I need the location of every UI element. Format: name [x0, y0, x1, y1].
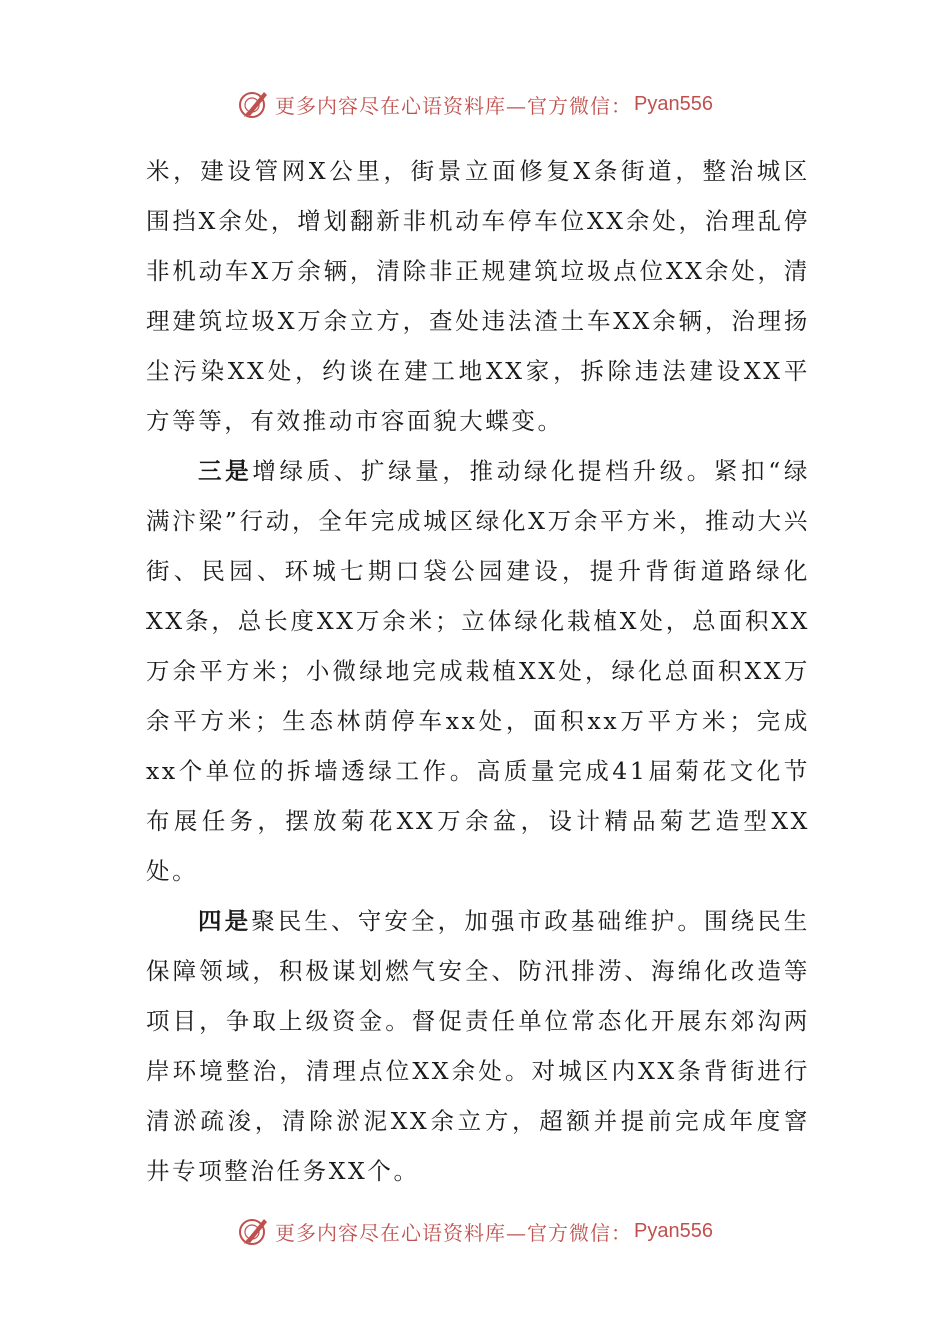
paragraph-3	[146, 896, 810, 1196]
quill-logo-icon	[237, 87, 271, 121]
watermark-text: 更多内容尽在心语资料库—官方微信：	[275, 1220, 633, 1245]
paragraph-1	[146, 146, 810, 446]
paragraph-2-lead: 三是	[198, 457, 253, 485]
paragraph-2-text: 增绿质、扩绿量，推动绿化提档升级。紧扣“绿满汴梁”行动，全年完成城区绿化X万余平方米，推动大兴街、民园、环城七期口袋公园建设，提升背街道路绿化XX条，总长度XX万余米；立体绿化栽植X处，总面积XX万余平方米；小微绿地完成栽植XX处，绿化总面积XX万余平方米；生态林荫停车xx处，面积xx万平方米；完成xx个单位的拆墙透绿工作。高质量完成41届菊花文化节布展任务，摆放菊花XX万余盆，设计精品菊艺造型XX处。	[146, 457, 810, 885]
watermark-text: 更多内容尽在心语资料库—官方微信：	[275, 93, 633, 118]
quill-logo-icon	[237, 1214, 271, 1248]
header-watermark	[0, 84, 950, 124]
paragraph-3-lead: 四是	[198, 907, 252, 935]
document-body	[146, 146, 810, 1196]
watermark-wechat-id: Pyan556	[634, 1219, 713, 1242]
paragraph-1-text: 米，建设管网X公里，街景立面修复X条街道，整治城区围挡X余处，增划翻新非机动车停车位XX余处，治理乱停非机动车X万余辆，清除非正规建筑垃圾点位XX余处，清理建筑垃圾X万余立方，查处违法渣土车XX余辆，治理扬尘污染XX处，约谈在建工地XX家，拆除违法建设XX平方等等，有效推动市容面貌大蝶变。	[146, 157, 810, 435]
paragraph-3-text: 聚民生、守安全，加强市政基础维护。围绕民生保障领域，积极谋划燃气安全、防汛排涝、海绵化改造等项目，争取上级资金。督促责任单位常态化开展东郊沟两岸环境整治，清理点位XX余处。对城区内XX条背街进行清淤疏浚，清除淤泥XX余立方，超额并提前完成年度窨井专项整治任务XX个。	[146, 907, 810, 1185]
paragraph-2	[146, 446, 810, 896]
footer-watermark	[0, 1211, 950, 1251]
watermark-wechat-id: Pyan556	[634, 92, 713, 115]
